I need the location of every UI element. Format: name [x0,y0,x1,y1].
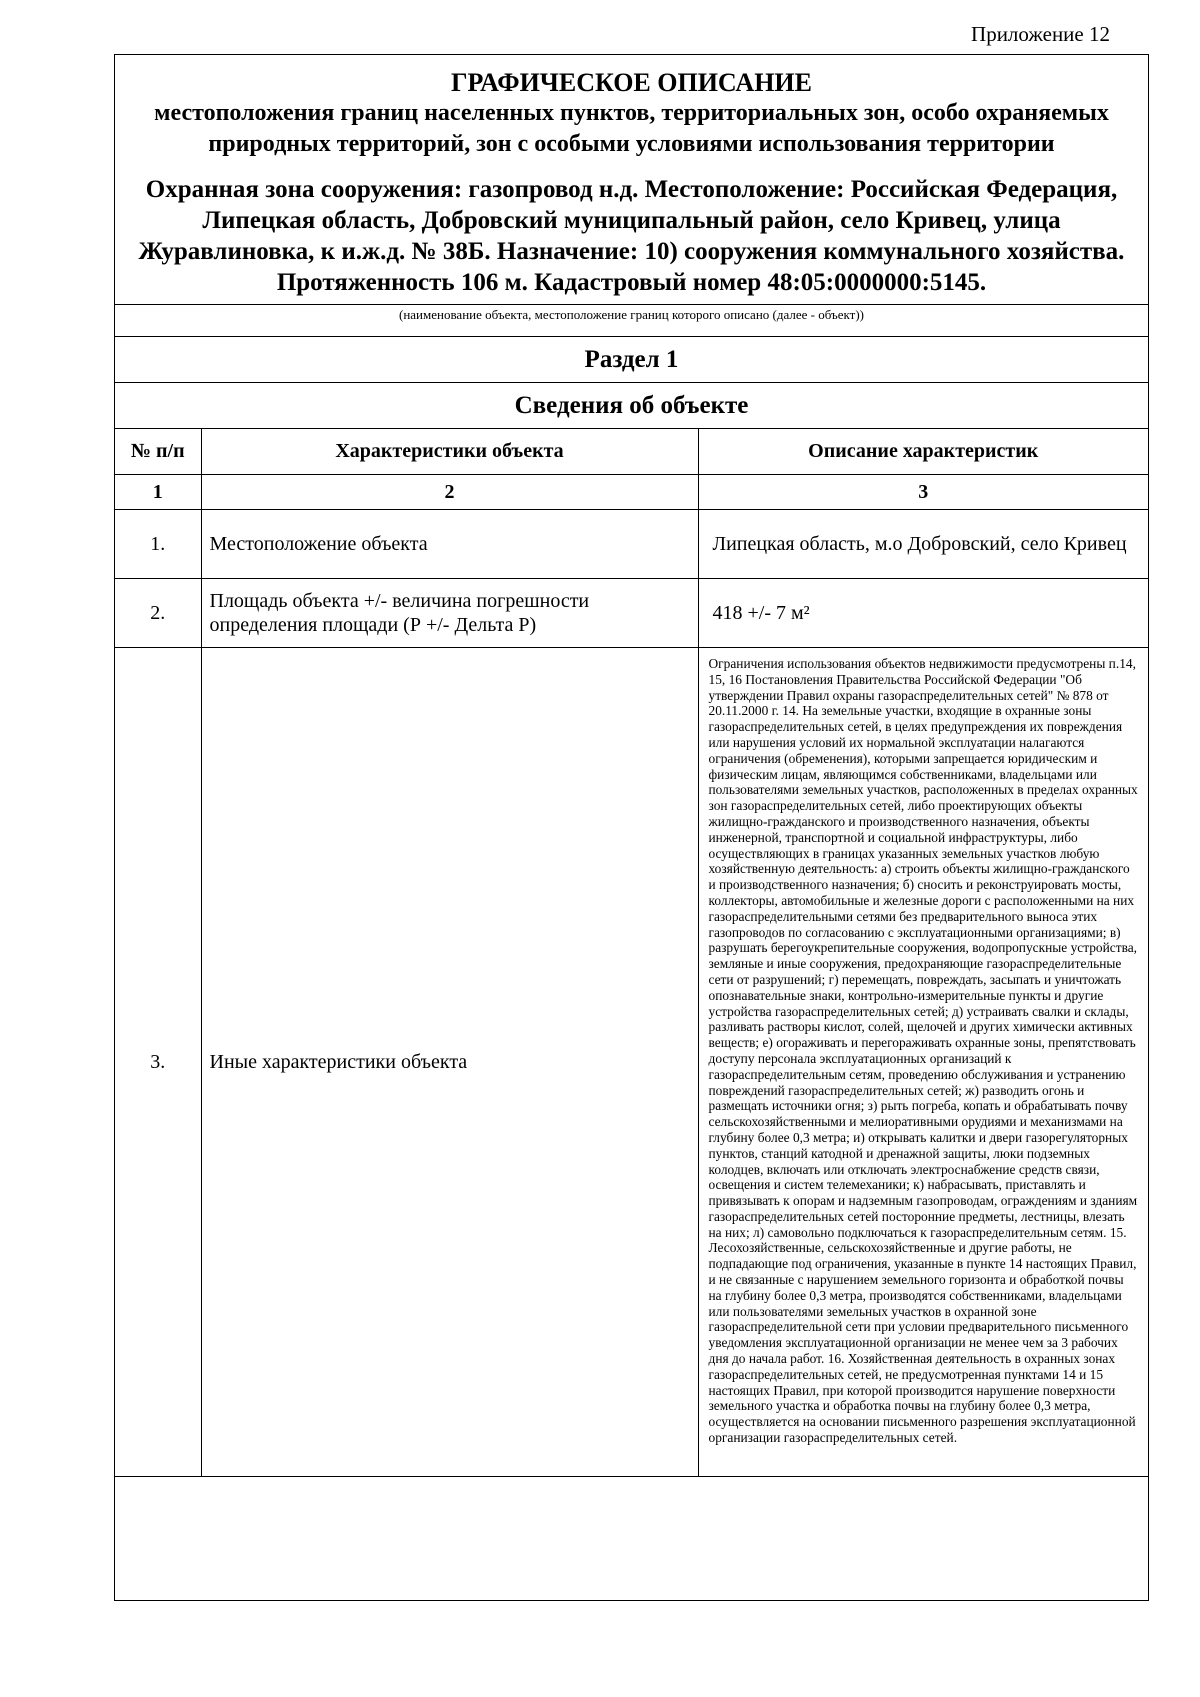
document-heading [115,55,1148,166]
header-cell-characteristic: Характеристики объекта [201,429,698,475]
row-description: Ограничения использования объектов недвижимости предусмотрены п.14, 15, 16 Постановления Правительства Российской Федерации "Об утверждении Правил охраны газораспределительных сетей" № 878 от 20.11.2000 г. 14. На земельные участки, входящие в охранные зоны газораспределительных сетей, в целях предупреждения их повреждения или нарушения условий их нормальной эксплуатации налагаются ограничения (обременения), которыми запрещается юридическим и физическим лицам, являющимся собственниками, владельцами или пользователями земельных участков, расположенных в пределах охранных зон газораспределительных сетей, либо проектирующих объекты жилищно-гражданского и производственного назначения, объекты инженерной, транспортной и социальной инфраструктуры, либо осуществляющих в границах указанных земельных участков любую хозяйственную деятельность: а) строить объекты жилищно-гражданского и производственного назначения; б) сносить и реконструировать мосты, коллекторы, автомобильные и железные дороги с расположенными на них газораспределительными сетями без предварительного выноса этих газопроводов по согласованию с эксплуатационными организациями; в) разрушать берегоукрепительные сооружения, водопропускные устройства, земляные и иные сооружения, предохраняющие газораспределительные сети от разрушений; г) перемещать, повреждать, засыпать и уничтожать опознавательные знаки, контрольно-измерительные пункты и другие устройства газораспределительных сетей; д) устраивать свалки и склады, разливать растворы кислот, солей, щелочей и других химически активных веществ; е) огораживать и перегораживать охранные зоны, препятствовать доступу персонала эксплуатационных организаций к газораспределительным сетям, проведению обслуживания и устранению повреждений газораспределительных сетей; ж) разводить огонь и размещать источники огня; з) рыть погреба, копать и обрабатывать почву сельскохозяйственными и мелиоративными орудиями и механизмами на глубину более 0,3 метра; и) открывать калитки и двери газорегуляторных пунктов, станций катодной и дренажной защиты, люки подземных колодцев, включать или отключать электроснабжение средств связи, освещения и систем телемеханики; к) набрасывать, приставлять и привязывать к опорам и надземным газопроводам, ограждениям и зданиям газораспределительных сетей посторонние предметы, лестницы, влезать на них; л) самовольно подключаться к газораспределительным сетям. 15. Лесохозяйственные, сельскохозяйственные и другие работы, не подпадающие под ограничения, указанные в пункте 14 настоящих Правил, и не связанные с нарушением земельного горизонта и обработкой почвы на глубину более 0,3 метра, производятся собственниками, владельцами или пользователями земельных участков в охранной зоне газораспределительной сети при условии предварительного письменного уведомления эксплуатационной организации не менее чем за 3 рабочих дня до начала работ. 16. Хозяйственная деятельность в охранных зонах газораспределительных сетей, не предусмотренная пунктами 14 и 15 настоящих Правил, при которой производится нарушение поверхности земельного участка и обработка почвы на глубину более 0,3 метра, осуществляется на основании письменного разрешения эксплуатационной организации газораспределительных сетей. [698,648,1148,1477]
column-number-2: 2 [201,475,698,510]
annex-label: Приложение 12 [971,22,1110,46]
column-number-1: 1 [115,475,201,510]
column-number-row [115,475,1148,510]
row-number: 2. [115,579,201,648]
row-description: 418 +/- 7 м² [698,579,1148,648]
object-info-table [115,428,1148,1539]
table-row [115,648,1148,1477]
section-title: Раздел 1 [115,336,1148,382]
object-caption: (наименование объекта, местоположение границ которого описано (далее - объект)) [115,304,1148,336]
header-cell-description: Описание характеристик [698,429,1148,475]
row-characteristic: Иные характеристики объекта [201,648,698,1477]
row-characteristic: Площадь объекта +/- величина погрешности определения площади (Р +/- Дельта Р) [201,579,698,648]
row-number: 1. [115,510,201,579]
document-title: ГРАФИЧЕСКОЕ ОПИСАНИЕ [451,68,812,97]
row-characteristic: Местоположение объекта [201,510,698,579]
header-cell-number: № п/п [115,429,201,475]
row-description: Липецкая область, м.о Добровский, село Кривец [698,510,1148,579]
table-row [115,579,1148,648]
document-subtitle: местоположения границ населенных пунктов, территориальных зон, особо охраняемых природных территорий, зон с особыми условиями использования территории [154,100,1109,157]
row-number: 3. [115,648,201,1477]
section-subtitle: Сведения об объекте [115,382,1148,428]
column-number-3: 3 [698,475,1148,510]
empty-cell [115,1477,1148,1540]
table-header-row [115,429,1148,475]
object-name: Охранная зона сооружения: газопровод н.д. Местоположение: Российская Федерация, Липецкая область, Добровский муниципальный район, село Кривец, улица Журавлиновка, к и.ж.д. № 38Б. Назначение: 10) сооружения коммунального хозяйства. Протяженность 106 м. Кадастровый номер 48:05:0000000:5145. [138,176,1125,296]
table-row [115,510,1148,579]
document-frame [114,54,1149,1601]
empty-row [115,1477,1148,1540]
